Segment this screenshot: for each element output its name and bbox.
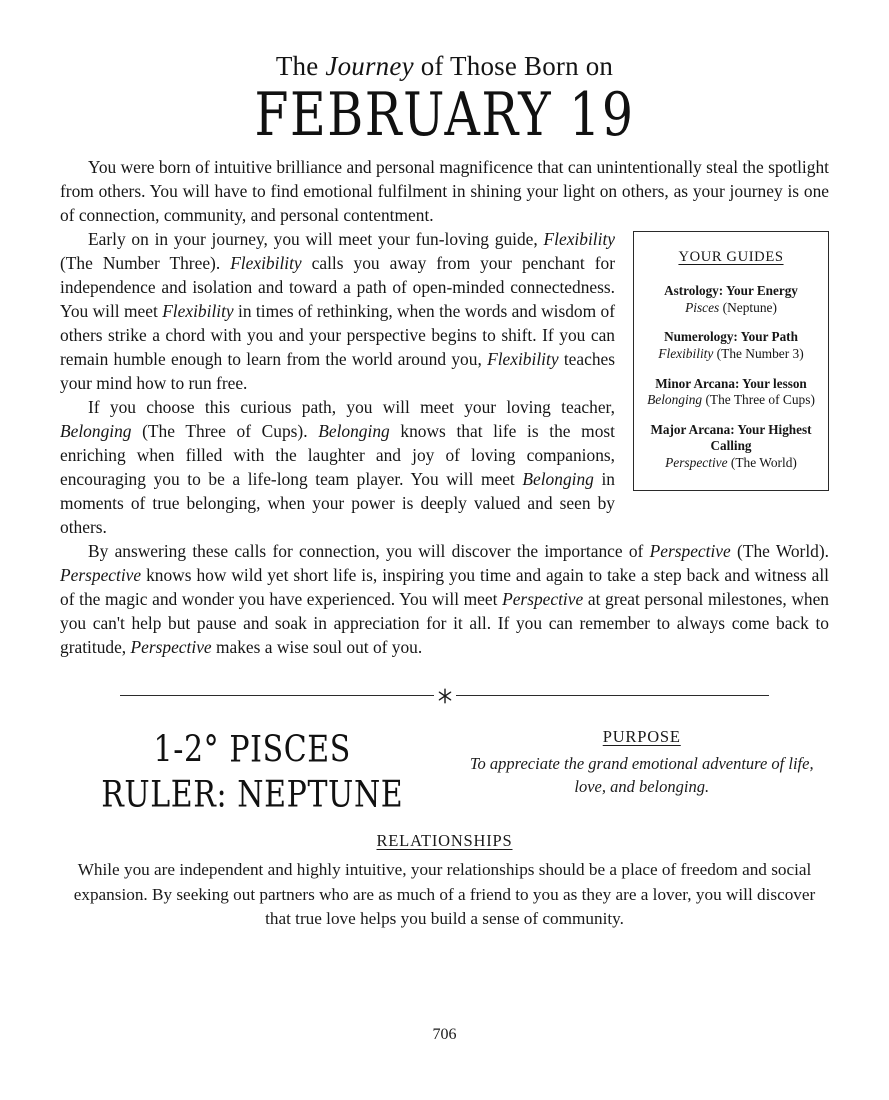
title-pre: The [275, 51, 326, 81]
t-ital: Belonging [318, 421, 390, 442]
t-ital: Flexibility [543, 229, 615, 250]
guide-label: Major Arcana: Your Highest Calling [650, 421, 812, 454]
paragraph-intro [60, 155, 829, 227]
purpose-text: To appreciate the grand emotional adventure of life, love, and belonging. [469, 754, 814, 796]
sign-ruler: RULER: NEPTUNE [101, 773, 404, 816]
title-date: FEBRUARY 19 [254, 80, 635, 150]
purpose-heading: PURPOSE [602, 727, 681, 747]
guide-item-numerology [646, 329, 816, 362]
page-number: 706 [432, 1026, 457, 1043]
guide-value [646, 455, 816, 472]
guide-value-ital: Flexibility [658, 345, 714, 361]
t: knows that life is the most enriching when filled with the laughter and joy of loving companions, encouraging you to be a life-long team player. You will meet [60, 421, 616, 490]
guide-label: Minor Arcana: Your lesson [655, 375, 807, 391]
t: makes a wise soul out of you. [211, 637, 423, 658]
t: (The World). [730, 541, 829, 562]
title-journey-word: Journey [325, 51, 414, 81]
purpose-block [455, 723, 830, 798]
t: Early on in your journey, you will meet your fun-loving guide, [88, 229, 544, 250]
star-ornament-icon [434, 685, 456, 707]
t: in moments of true belonging, when your power is deeply valued and seen by others. [60, 469, 615, 538]
t-ital: Perspective [60, 565, 142, 586]
sign-degrees: 1-2° PISCES [153, 729, 351, 772]
t-ital: Perspective [649, 541, 731, 562]
t: at great personal milestones, when you can't help but pause and soak in appreciation for it all. If you can remember to always come back to gratitude, [60, 589, 829, 658]
guide-value-rest: (The World) [727, 454, 797, 470]
guide-value-ital: Belonging [647, 392, 703, 408]
guides-heading: YOUR GUIDES [678, 249, 784, 266]
guides-wrap-section [60, 227, 829, 539]
sign-block [60, 723, 445, 816]
body-text [60, 155, 829, 659]
section-divider [60, 685, 829, 705]
title-subline [60, 52, 829, 82]
t: teaches your mind how to run free. [60, 349, 615, 394]
t-ital: Belonging [60, 421, 132, 442]
paragraph-intro-text: You were born of intuitive brilliance and personal magnificence that can unintentionally steal the spotlight from others. You will have to find emotional fulfilment in shining your light on others, as your journey is one of connection, community, and personal contentment. [60, 157, 829, 226]
guide-item-major-arcana [646, 422, 816, 472]
guide-value-rest: (The Three of Cups) [702, 392, 815, 408]
relationships-text: While you are independent and highly intuitive, your relationships should be a place of freedom and social expansion. By seeking out partners who are as much of a friend to you as they are a lover, you will discover that true love helps you build a sense of community. [73, 860, 816, 929]
t-ital: Flexibility [230, 253, 302, 274]
title-post: of Those Born on [413, 51, 614, 81]
guide-value-ital: Pisces [685, 299, 720, 315]
paragraph-perspective [60, 539, 829, 659]
guide-value [646, 392, 816, 409]
relationships-block [60, 831, 829, 931]
t: knows how wild yet short life is, inspiring you time and again to take a step back and witness all of the magic and wonder you have experienced. You will meet [60, 565, 829, 610]
page-title [60, 51, 829, 150]
guide-item-astrology [646, 283, 816, 316]
relationships-heading: RELATIONSHIPS [376, 831, 513, 851]
t-ital: Perspective [130, 637, 212, 658]
lower-section [60, 723, 829, 816]
t: If you choose this curious path, you will meet your loving teacher, [88, 397, 615, 418]
guide-value-rest: (The Number 3) [713, 345, 804, 361]
t-ital: Perspective [502, 589, 584, 610]
guide-label: Numerology: Your Path [664, 329, 798, 345]
guide-label: Astrology: Your Energy [664, 283, 798, 299]
guide-value-rest: (Neptune) [719, 299, 777, 315]
t: By answering these calls for connection, you will discover the importance of [88, 541, 650, 562]
guides-box [633, 231, 829, 490]
guide-value [646, 346, 816, 363]
guide-item-minor-arcana [646, 376, 816, 409]
t: (The Number Three). [60, 253, 231, 274]
t: in times of rethinking, when the words and wisdom of others strike a chord with you and your perspective begins to shift. If you can remain humble enough to learn from the world around you, [60, 301, 615, 370]
t-ital: Belonging [522, 469, 594, 490]
t-ital: Flexibility [162, 301, 234, 322]
t: (The Three of Cups). [131, 421, 319, 442]
t: calls you away from your penchant for independence and isolation and toward a path of open-minded connectedness. You will meet [60, 253, 616, 322]
t-ital: Flexibility [487, 349, 559, 370]
guide-value-ital: Perspective [665, 454, 728, 470]
guide-value [646, 300, 816, 317]
